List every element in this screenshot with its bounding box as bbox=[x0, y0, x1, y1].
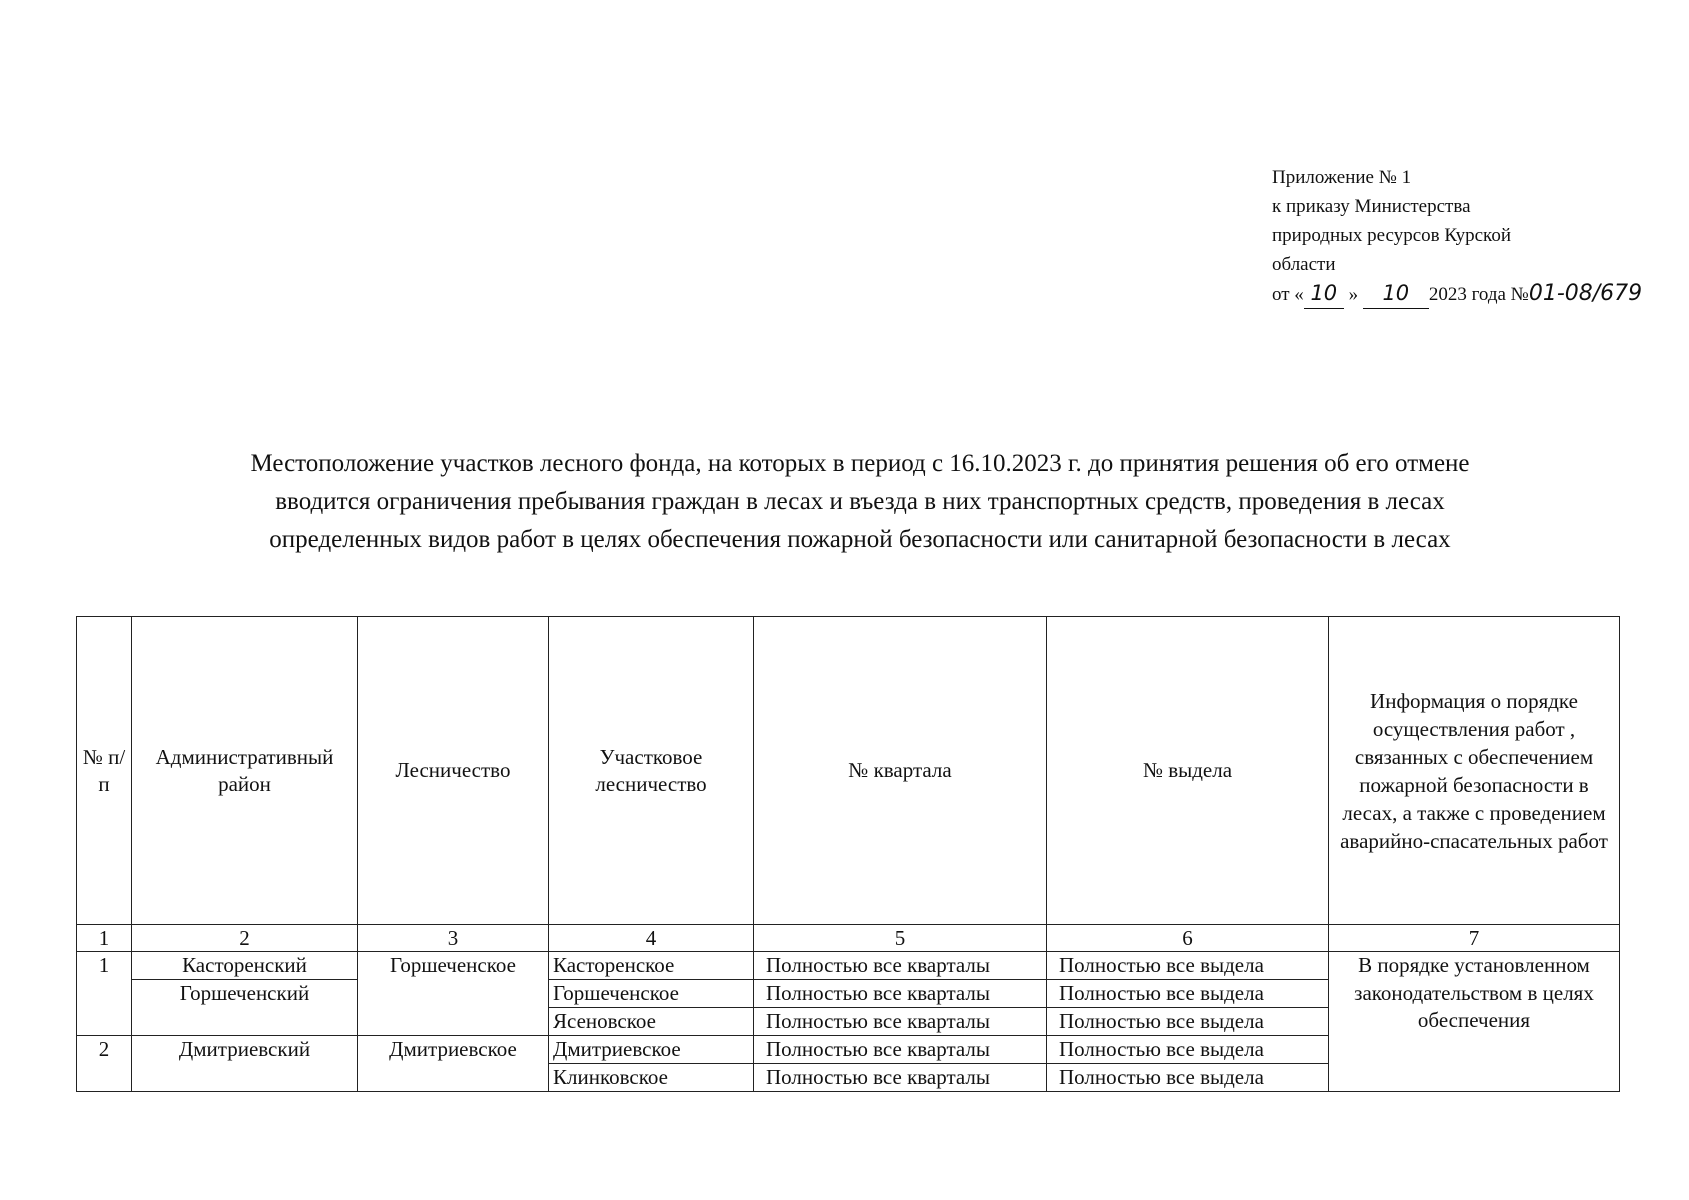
title-line-2: вводится ограничения пребывания граждан в лесах и въезда в них транспортных средств, проведения в лесах bbox=[275, 488, 1445, 515]
header-allotment: № выдела bbox=[1047, 617, 1329, 925]
local-forestry-cell: Дмитриевское bbox=[549, 1036, 754, 1064]
local-forestry-cell: Касторенское bbox=[549, 952, 754, 980]
column-number: 6 bbox=[1047, 925, 1329, 952]
appendix-line-1: Приложение № 1 bbox=[1272, 167, 1412, 188]
quarter-cell: Полностью все кварталы bbox=[754, 1008, 1047, 1036]
local-forestry-cell: Горшеченское bbox=[549, 980, 754, 1008]
header-number: № п/п bbox=[77, 617, 132, 925]
header-forestry: Лесничество bbox=[358, 617, 549, 925]
document-title bbox=[80, 445, 1640, 559]
allotment-cell: Полностью все выдела bbox=[1047, 980, 1329, 1008]
title-line-3: определенных видов работ в целях обеспечения пожарной безопасности или санитарной безопасности в лесах bbox=[269, 526, 1451, 553]
appendix-line-3: природных ресурсов Курской bbox=[1272, 225, 1511, 246]
appendix-line-4: области bbox=[1272, 254, 1336, 275]
handwritten-day: 10 bbox=[1304, 279, 1344, 309]
table-row bbox=[77, 952, 1620, 980]
appendix-header bbox=[1272, 163, 1682, 309]
forest-areas-table bbox=[76, 616, 1620, 1092]
column-number-row bbox=[77, 925, 1620, 952]
appendix-line-2: к приказу Министерства bbox=[1272, 196, 1471, 217]
title-line-1: Местоположение участков лесного фонда, на которых в период с 16.10.2023 г. до принятия решения об его отмене bbox=[250, 450, 1470, 477]
column-number: 3 bbox=[358, 925, 549, 952]
district-cell: Горшеченский bbox=[132, 980, 358, 1036]
allotment-cell: Полностью все выдела bbox=[1047, 1036, 1329, 1064]
column-number: 4 bbox=[549, 925, 754, 952]
row-number: 1 bbox=[77, 952, 132, 1036]
row-number: 2 bbox=[77, 1036, 132, 1092]
year-text: 2023 года № bbox=[1428, 284, 1529, 305]
handwritten-month: 10 bbox=[1363, 279, 1429, 309]
column-number: 7 bbox=[1329, 925, 1620, 952]
date-separator: » bbox=[1348, 284, 1359, 305]
local-forestry-cell: Ясеновское bbox=[549, 1008, 754, 1036]
column-number: 1 bbox=[77, 925, 132, 952]
quarter-cell: Полностью все кварталы bbox=[754, 1064, 1047, 1092]
header-district: Административный район bbox=[132, 617, 358, 925]
local-forestry-cell: Клинковское bbox=[549, 1064, 754, 1092]
forestry-cell: Дмитриевское bbox=[358, 1036, 549, 1092]
header-quarter: № квартала bbox=[754, 617, 1047, 925]
district-cell: Касторенский bbox=[132, 952, 358, 980]
table-header-row bbox=[77, 617, 1620, 925]
handwritten-order-number: 01-08/679 bbox=[1528, 281, 1643, 306]
column-number: 5 bbox=[754, 925, 1047, 952]
header-local-forestry: Участковое лесничество bbox=[549, 617, 754, 925]
quarter-cell: Полностью все кварталы bbox=[754, 1036, 1047, 1064]
date-prefix: от « bbox=[1272, 284, 1304, 305]
info-cell: В порядке установленном законодательством в целях обеспечения bbox=[1329, 952, 1620, 1092]
quarter-cell: Полностью все кварталы bbox=[754, 952, 1047, 980]
forestry-cell: Горшеченское bbox=[358, 952, 549, 1036]
allotment-cell: Полностью все выдела bbox=[1047, 952, 1329, 980]
header-info: Информация о порядке осуществления работ , связанных с обеспечением пожарной безопасности в лесах, а также с проведением аварийно-спасательных работ bbox=[1329, 617, 1620, 925]
allotment-cell: Полностью все выдела bbox=[1047, 1064, 1329, 1092]
district-cell: Дмитриевский bbox=[132, 1036, 358, 1092]
column-number: 2 bbox=[132, 925, 358, 952]
allotment-cell: Полностью все выдела bbox=[1047, 1008, 1329, 1036]
quarter-cell: Полностью все кварталы bbox=[754, 980, 1047, 1008]
appendix-date-line bbox=[1272, 279, 1682, 309]
